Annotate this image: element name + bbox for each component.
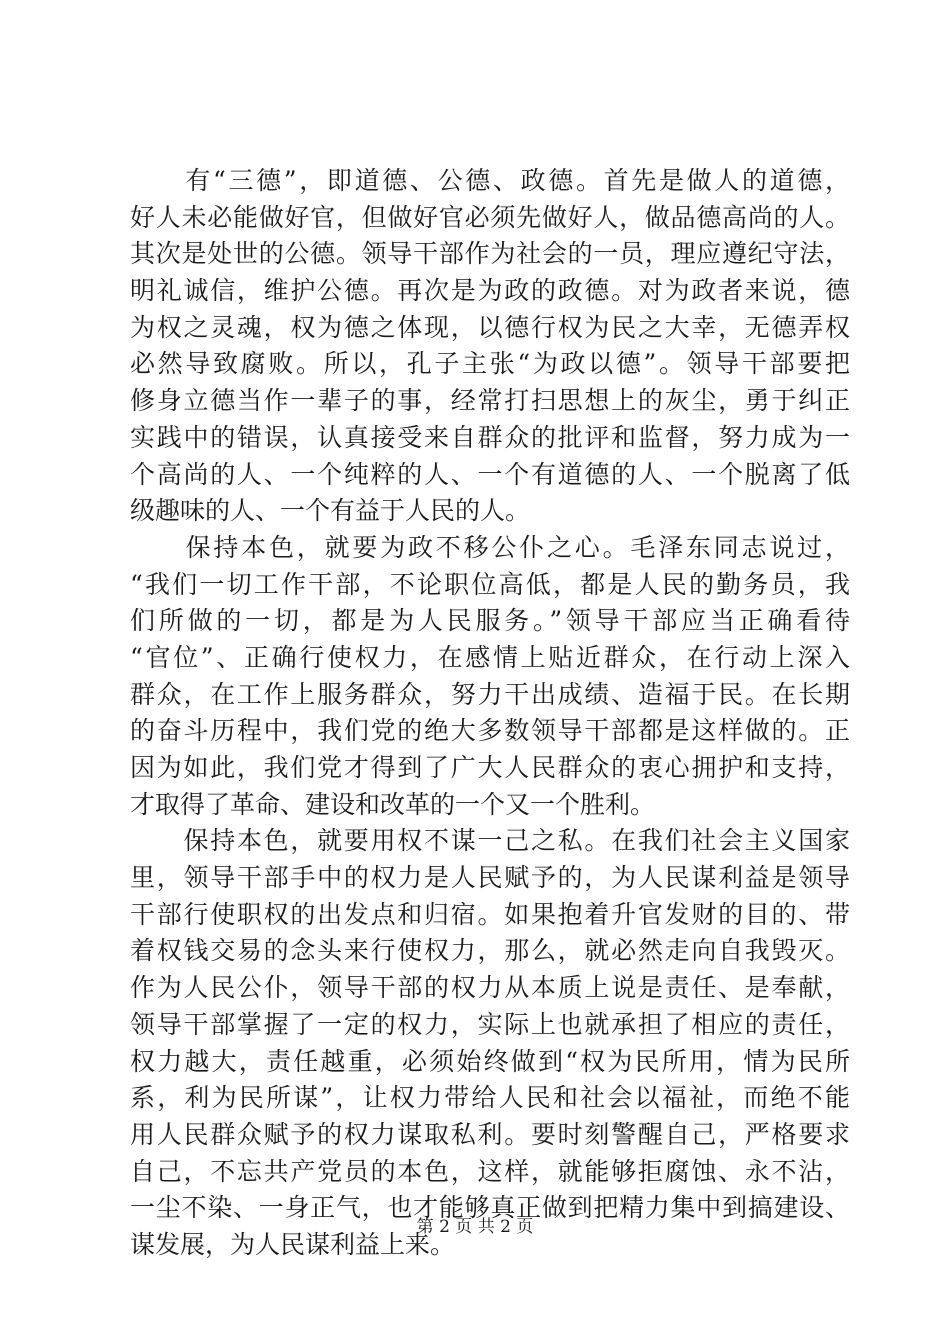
text-line: 为权之灵魂，权为德之体现，以德行权为民之大幸，无德弄权 [130, 312, 850, 342]
text-line: 实践中的错误，认真接受来自群众的批评和监督，努力成为一 [130, 422, 850, 452]
text-line: 个高尚的人、一个纯粹的人、一个有道德的人、一个脱离了低 [130, 459, 850, 489]
text-line: 级趣味的人、一个有益于人民的人。 [130, 496, 531, 526]
text-line: 必然导致腐败。所以，孔子主张“为政以德”。领导干部要把 [130, 349, 850, 379]
text-line: 才取得了革命、建设和改革的一个又一个胜利。 [130, 789, 656, 819]
text-line: 领导干部掌握了一定的权力，实际上也就承担了相应的责任， [130, 1009, 850, 1039]
text-line: 群众，在工作上服务群众，努力干出成绩、造福于民。在长期 [130, 679, 850, 709]
text-line: “我们一切工作干部，不论职位高低，都是人民的勤务员，我 [130, 569, 850, 599]
text-line: 有“三德”，即道德、公德、政德。首先是做人的道德， [130, 166, 850, 195]
text-line: 好人未必能做好官，但做好官必须先做好人，做品德高尚的人。 [130, 202, 850, 232]
text-line: 修身立德当作一辈子的事，经常打扫思想上的灰尘，勇于纠正 [130, 386, 850, 416]
text-line: 的奋斗历程中，我们党的绝大多数领导干部都是这样做的。正 [130, 716, 850, 746]
text-line: 着权钱交易的念头来行使权力，那么，就必然走向自我毁灭。 [130, 936, 850, 966]
text-line: 明礼诚信，维护公德。再次是为政的政德。对为政者来说，德 [130, 276, 850, 306]
text-line: 权力越大，责任越重，必须始终做到“权为民所用，情为民所 [130, 1046, 850, 1076]
text-line: 里，领导干部手中的权力是人民赋予的，为人民谋利益是领导 [130, 863, 850, 893]
text-line: 们所做的一切，都是为人民服务。”领导干部应当正确看待 [130, 606, 850, 636]
document-body [130, 163, 850, 1264]
text-line: 自己，不忘共产党员的本色，这样，就能够拒腐蚀、永不沾， [130, 1156, 850, 1186]
text-line: 一尘不染、一身正气，也才能够真正做到把精力集中到搞建设、 [130, 1193, 850, 1223]
text-line: 其次是处世的公德。领导干部作为社会的一员，理应遵纪守法， [130, 239, 850, 269]
text-line: “官位”、正确行使权力，在感情上贴近群众，在行动上深入 [130, 642, 850, 672]
text-line: 保持本色，就要用权不谋一己之私。在我们社会主义国家 [130, 826, 850, 856]
text-line: 谋发展，为人民谋利益上来。 [130, 1229, 456, 1259]
page-footer: 第 2 页 共 2 页 [416, 1217, 534, 1237]
text-line: 用人民群众赋予的权力谋取私利。要时刻警醒自己，严格要求 [130, 1119, 850, 1149]
text-line: 干部行使职权的出发点和归宿。如果抱着升官发财的目的、带 [130, 899, 850, 929]
text-line: 保持本色，就要为政不移公仆之心。毛泽东同志说过， [130, 532, 850, 562]
text-line: 作为人民公仆，领导干部的权力从本质上说是责任、是奉献， [130, 973, 850, 1003]
text-line: 因为如此，我们党才得到了广大人民群众的衷心拥护和支持， [130, 753, 850, 782]
text-line: 系，利为民所谋”，让权力带给人民和社会以福祉，而绝不能 [130, 1083, 850, 1113]
